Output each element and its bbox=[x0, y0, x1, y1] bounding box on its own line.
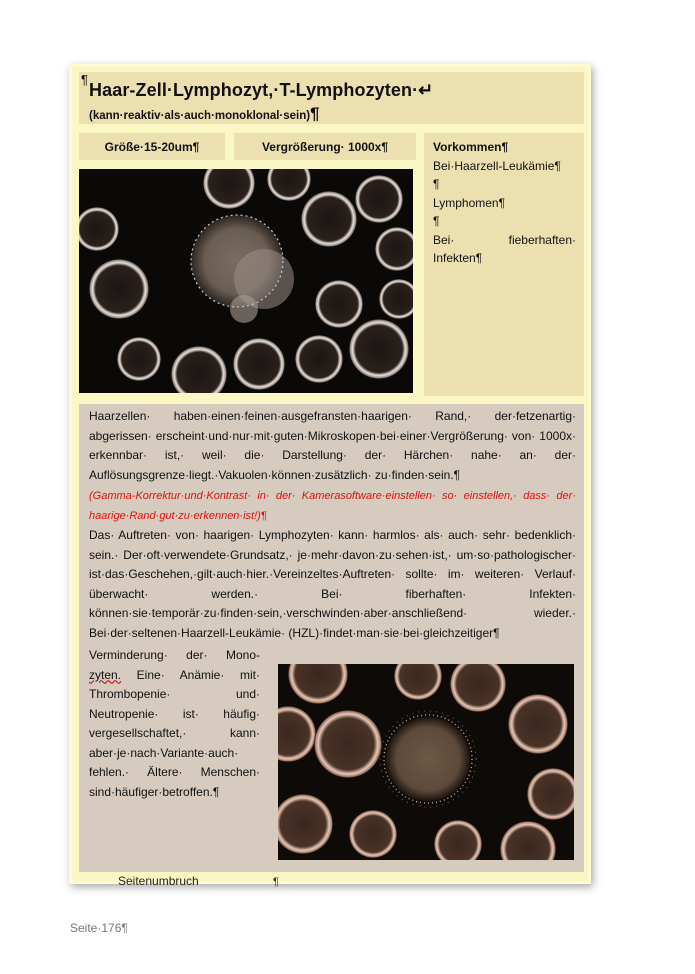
narrow-text: Eine· Anämie· mit· Thrombopenie· und· Neutropenie· ist· häufig· vergesellschaftet,· kann· aber·je·nach·Variante·auch· fehlen.· Ältere· Menschen· sind·häufiger·betroffen.¶ bbox=[89, 667, 260, 799]
description-paragraph-narrow bbox=[89, 646, 260, 802]
occurrence-item: Bei·Haarzell-Leukämie¶ bbox=[433, 158, 561, 173]
page-number: Seite·176¶ bbox=[70, 921, 128, 935]
occurrence-item bbox=[433, 231, 576, 250]
occurrence-word: Bei· bbox=[433, 232, 455, 247]
page-subtitle bbox=[89, 104, 584, 124]
pilcrow-mark: ¶ bbox=[81, 72, 88, 87]
occurrence-blank: ¶ bbox=[433, 177, 440, 191]
size-chip: Größe·15-20um¶ bbox=[79, 133, 225, 160]
camera-note: (Gamma-Korrektur·und·Kontrast· in· der· Kamerasoftware·einstellen· so· einstellen,· dass· der· haarige·Rand·gut·zu·erkennen·ist!)¶ bbox=[89, 490, 576, 522]
occurrence-item: Infekten¶ bbox=[433, 251, 483, 265]
page-title: Haar-Zell·Lymphozyt,·T-Lymphozyten·↵ bbox=[89, 80, 434, 100]
occurrence-word: fieberhaften· bbox=[508, 232, 576, 247]
micrograph-top-image bbox=[79, 169, 413, 393]
page-break-pilcrow: ¶ bbox=[273, 876, 279, 888]
magnification-chip: Vergrößerung· 1000x¶ bbox=[234, 133, 416, 160]
occurrence-heading: Vorkommen¶ bbox=[433, 140, 509, 154]
subtitle-pilcrow: ¶ bbox=[310, 104, 320, 123]
narrow-text: Verminderung· der· Mono- bbox=[89, 648, 260, 662]
micrograph-top bbox=[79, 169, 413, 393]
spelling-flag: zyten. bbox=[89, 667, 122, 682]
description-paragraph: Das· Auftreten· von· haarigen· Lymphozyten· kann· harmlos· als· auch· sehr· bedenklich· sein.· Der·oft·verwendete·Grundsatz,· je·mehr·davon·zu·sehen·ist,· um·so·pathologischer· ist·das·Geschehen,·gilt·auch·hier.·Vereinzeltes·Auftreten· sollte· im· weiteren· Verlauf· überwacht· werden.· Bei· fiberhaften· Infekten· können·sie·temporär·zu·finden·sein,·verschwinden·aber·anschließend· wieder.· Bei·der·seltenen·Haarzell-Leukämie· (HZL)·findet·man·sie·bei·gleichzeitiger¶ bbox=[89, 528, 576, 640]
micrograph-bottom-image bbox=[278, 664, 574, 860]
subtitle-text: (kann·reaktiv·als·auch·monoklonal·sein) bbox=[89, 110, 311, 122]
title-box bbox=[79, 72, 584, 124]
occurrence-item: Lymphomen¶ bbox=[433, 195, 506, 210]
page-break-label: Seitenumbruch bbox=[118, 874, 199, 888]
occurrence-box bbox=[424, 133, 584, 396]
micrograph-bottom bbox=[278, 664, 574, 860]
description-paragraph: Haarzellen· haben·einen·feinen·ausgefransten·haarigen· Rand,· der·fetzenartig· abgerissen· erscheint·und·nur·mit·guten·Mikroskopen·bei·einer·Vergrößerung· von· 1000x· erkennbar· ist,· weil· die· Darstellung· der· Härchen· nahe· an· der· Auflösungsgrenze·liegt.·Vakuolen·können·zusätzlich· zu·finden·sein.¶ bbox=[89, 409, 576, 482]
occurrence-blank: ¶ bbox=[433, 214, 440, 228]
